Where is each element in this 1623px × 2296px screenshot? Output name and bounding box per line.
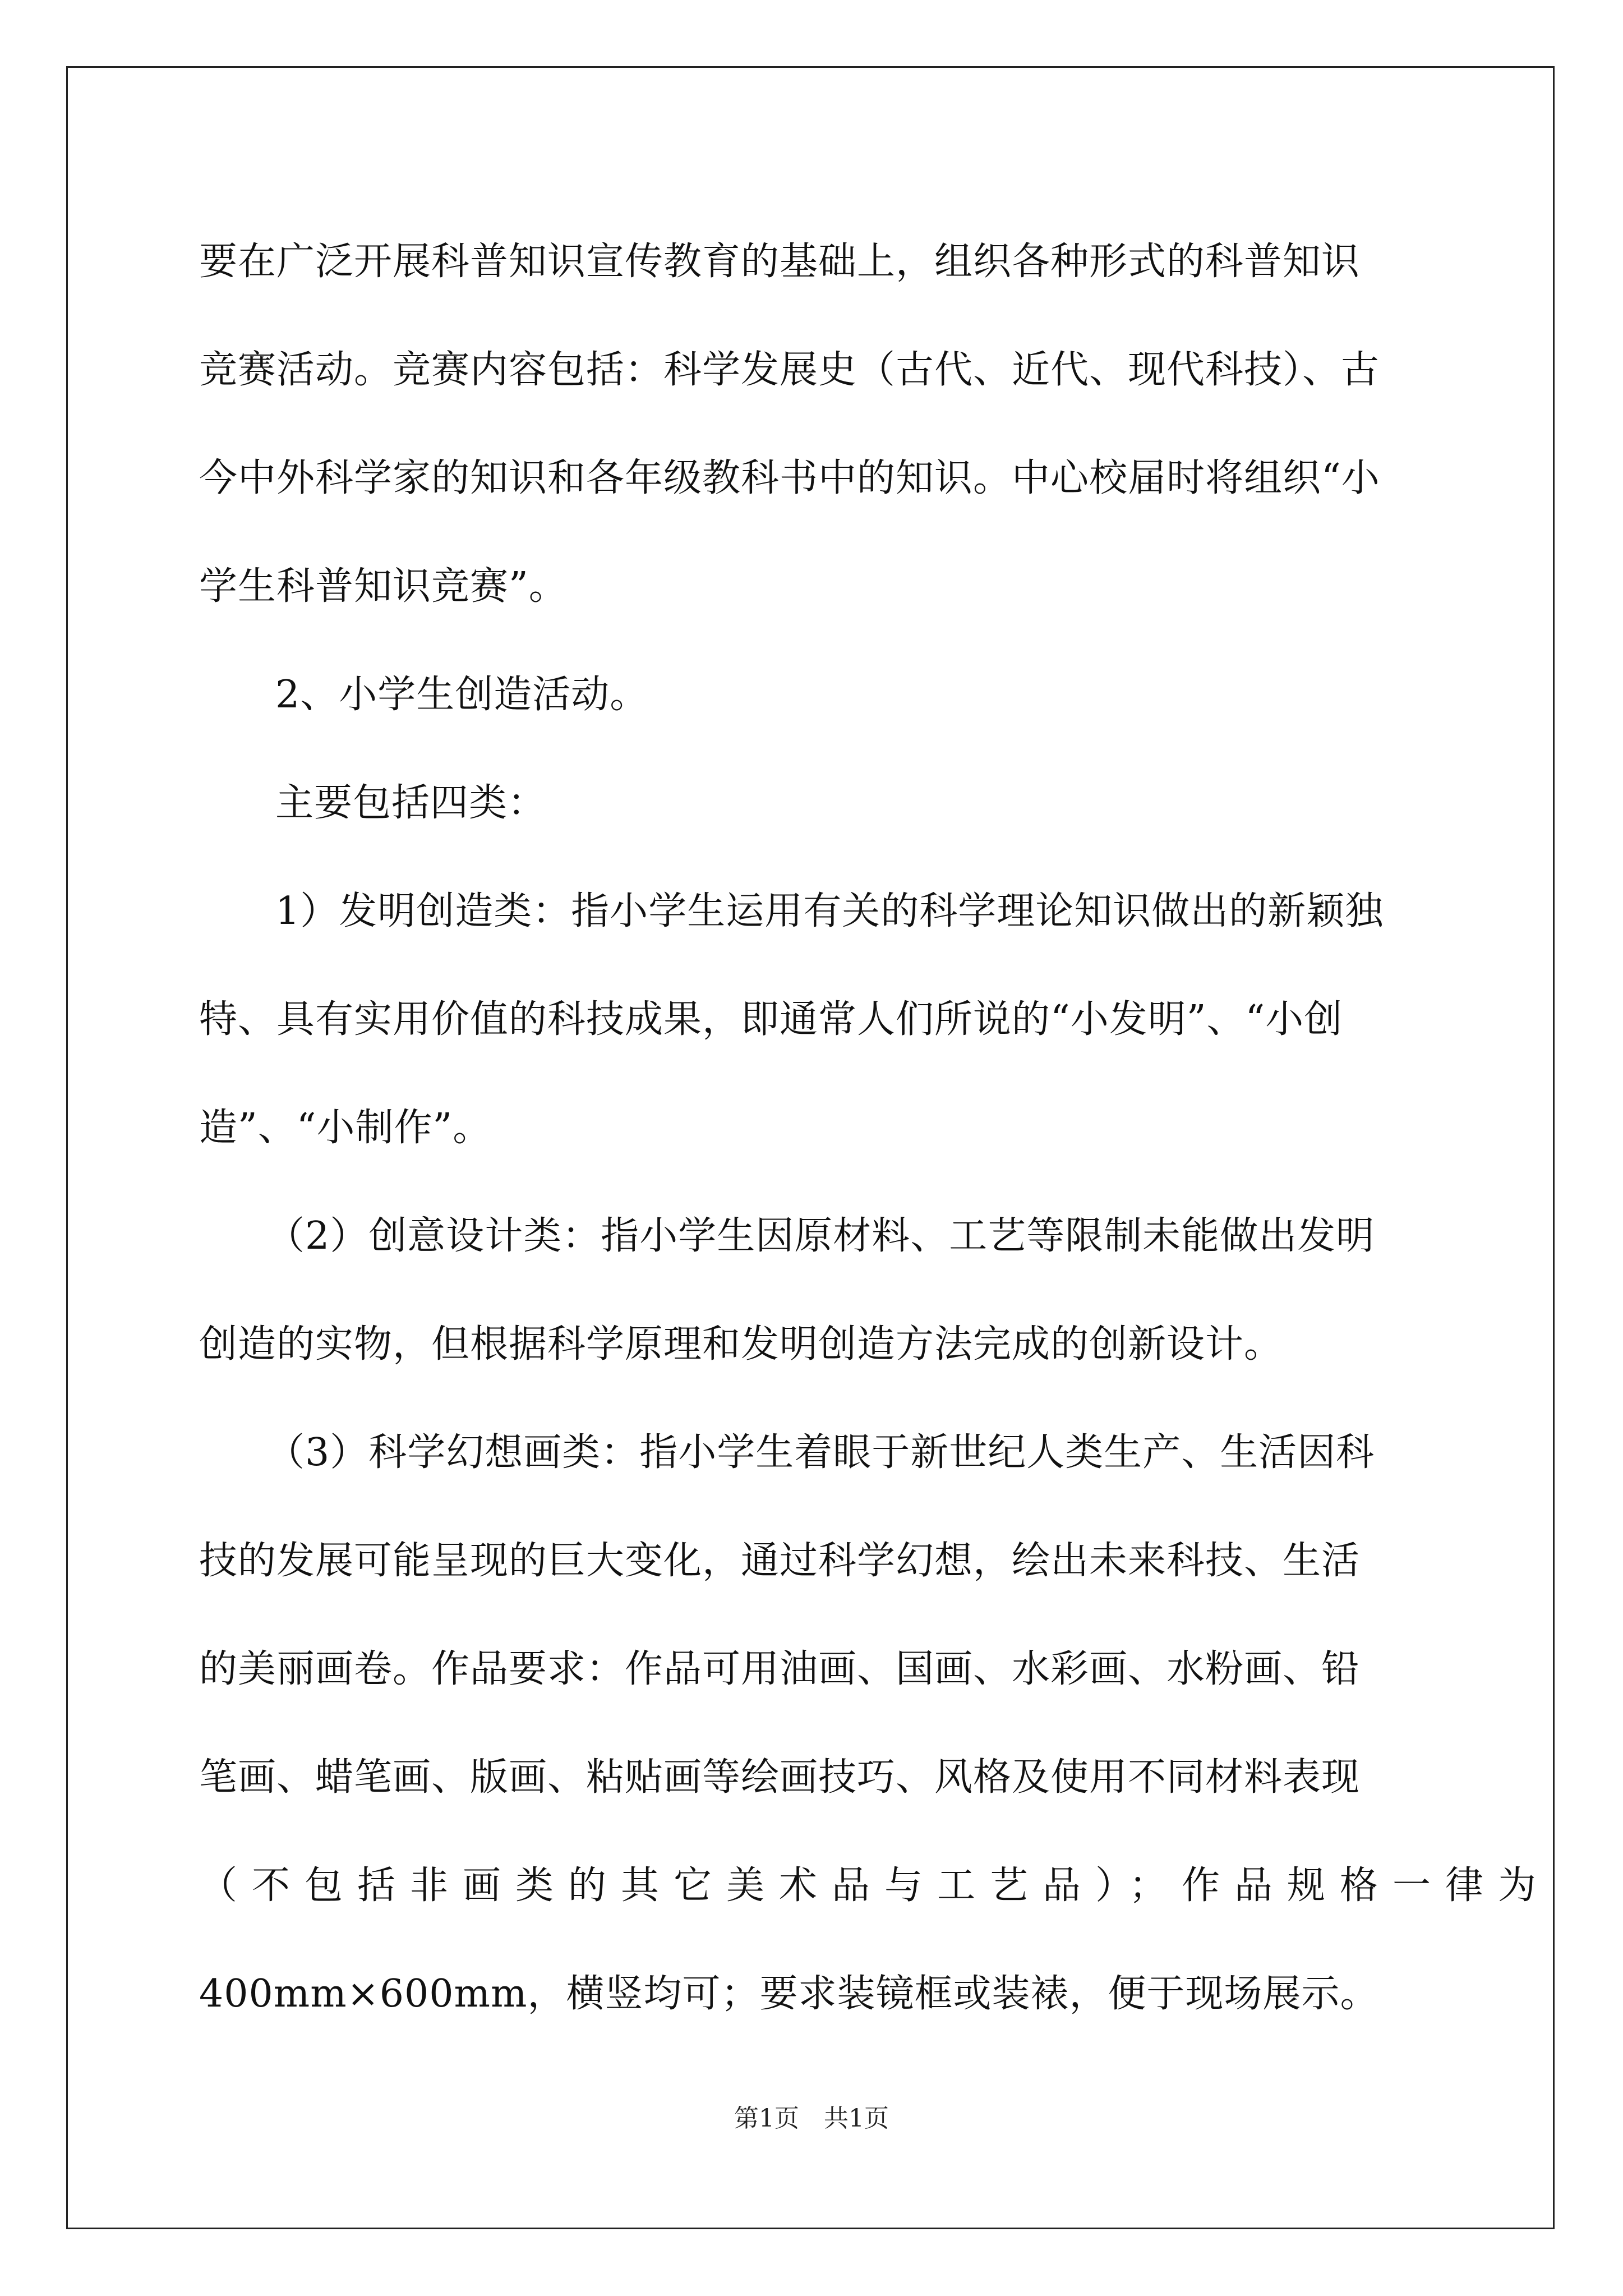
paragraph-line: 创造的实物，但根据科学原理和发明创造方法完成的创新设计。 <box>199 1322 1283 1366</box>
paragraph-line: 今中外科学家的知识和各年级教科书中的知识。中心校届时将组织“小 <box>199 456 1380 500</box>
paragraph-line: 笔画、蜡笔画、版画、粘贴画等绘画技巧、风格及使用不同材料表现 <box>199 1755 1361 1800</box>
list-item-design: （2）创意设计类：指小学生因原材料、工艺等限制未能做出发明 <box>266 1214 1375 1258</box>
section-heading: 2、小学生创造活动。 <box>275 673 649 717</box>
document-body <box>199 208 1551 2048</box>
page-number: 第1页 共1页 <box>734 2104 889 2133</box>
paragraph-line: 要在广泛开展科普知识宣传教育的基础上，组织各种形式的科普知识 <box>199 240 1361 284</box>
paragraph-line: 竞赛活动。竞赛内容包括：科学发展史（古代、近代、现代科技）、古 <box>199 348 1380 392</box>
paragraph-line: 造”、“小制作”。 <box>199 1106 492 1150</box>
list-item-invention: 1）发明创造类：指小学生运用有关的科学理论知识做出的新颖独 <box>275 889 1384 933</box>
paragraph-line: 400mm×600mm，横竖均可；要求装镜框或装裱，便于现场展示。 <box>199 1972 1379 2016</box>
paragraph-line: 的美丽画卷。作品要求：作品可用油画、国画、水彩画、水粉画、铅 <box>199 1647 1361 1691</box>
paragraph-line: 主要包括四类： <box>275 781 547 825</box>
paragraph-line: 学生科普知识竞赛”。 <box>199 564 568 609</box>
paragraph-line: 特、具有实用价值的科技成果，即通常人们所说的“小发明”、“小创 <box>199 997 1343 1042</box>
paragraph-line: （不包括非画类的其它美术品与工艺品）；作品规格一律为 <box>199 1864 1551 1908</box>
paragraph-line: 技的发展可能呈现的巨大变化，通过科学幻想，绘出未来科技、生活 <box>199 1539 1361 1583</box>
list-item-painting: （3）科学幻想画类：指小学生着眼于新世纪人类生产、生活因科 <box>266 1430 1375 1475</box>
